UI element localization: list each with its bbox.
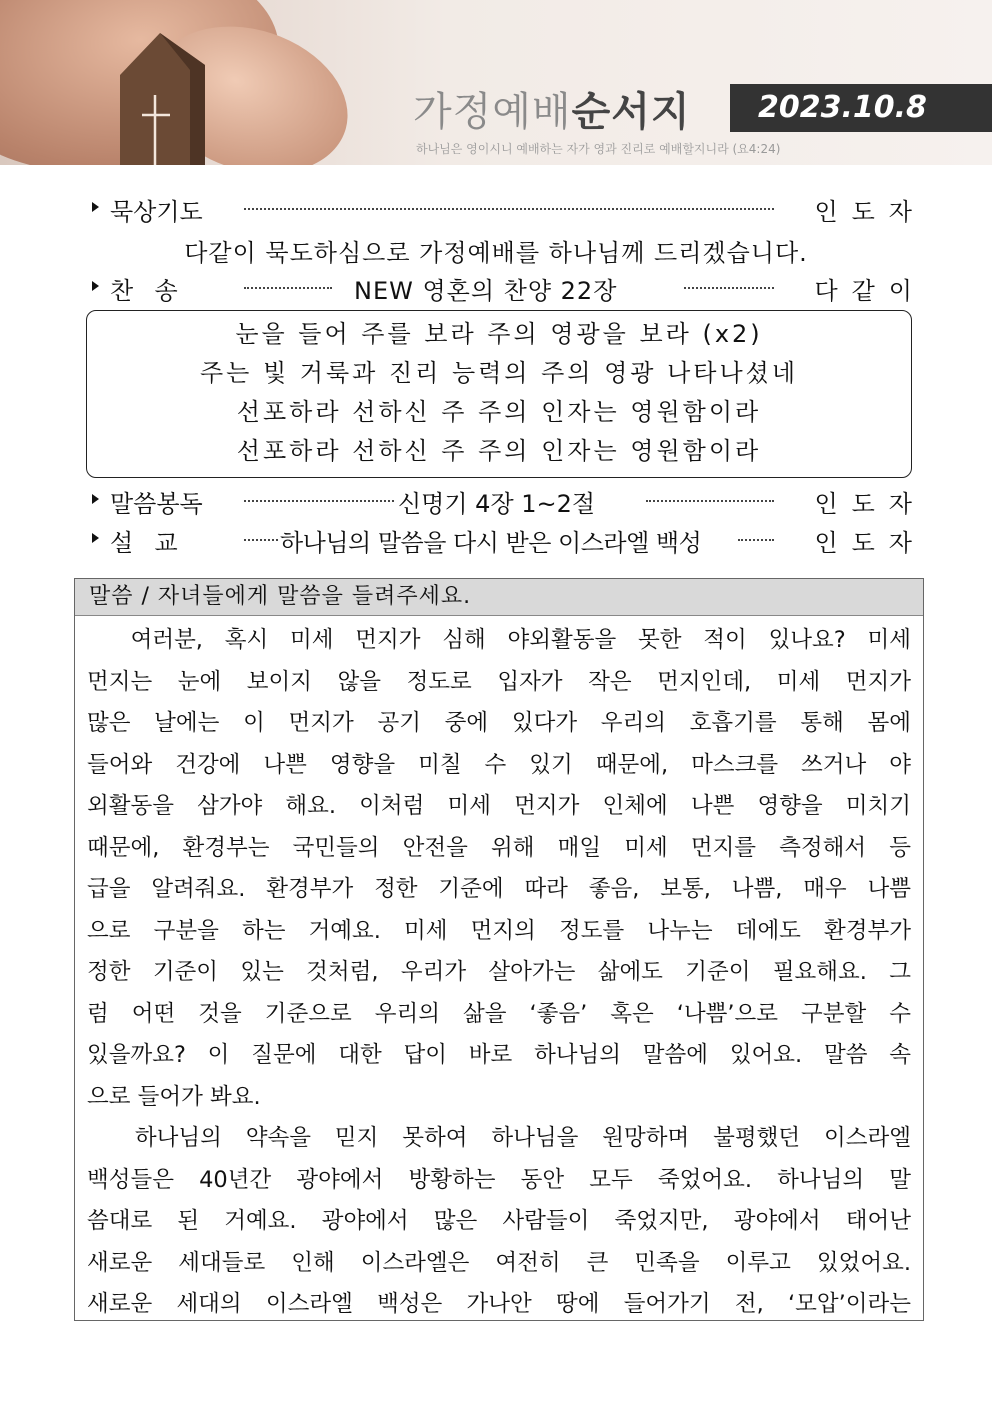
wooden-house-cross-icon [110,25,230,165]
header-verse: 하나님은 영이시니 예배하는 자가 영과 진리로 예배할지니라 (요4:24) [416,142,781,156]
hymn-lyrics-box: 눈을 들어 주를 보라 주의 영광을 보라 (x2) 주는 빛 거룩과 진리 능력의 주의 영광 나타나셨네 선포하라 선하신 주 주의 인자는 영원함이라 선포하라 선하신 주 주의 인자는 영원함이라 [86,310,912,478]
order-reading: 말씀봉독 신명기 4장 1~2절 인도자 [92,484,912,516]
message-box [74,578,924,1321]
bullet-triangle-icon [92,281,99,291]
message-heading: 말씀 / 자녀들에게 말씀을 들려주세요. [75,579,923,616]
bullet-triangle-icon [92,533,99,543]
order-meditation: 묵상기도 인도자 [92,192,912,224]
order-sermon: 설 교 하나님의 말씀을 다시 받은 이스라엘 백성 인도자 [92,523,912,555]
bullet-triangle-icon [92,494,99,504]
message-body: 여러분, 혹시 미세 먼지가 심해 야외활동을 못한 적이 있나요? 미세 먼지는 눈에 보이지 않을 정도로 입자가 작은 먼지인데, 미세 먼지가 많은 날에는 이 먼지가 공기 중에 있다가 우리의 호흡기를 통해 몸에 들어와 건강에 나쁜 영향을 미칠 수 있기 때문에, 마스크를 쓰거나 야 외활동을 삼가야 해요. 이처럼 미세 먼지가 인체에 나쁜 영향을 미치기 때문에, 환경부는 국민들의 안전을 위해 매일 미세 먼지를 측정해서 등 급을 알려줘요. 환경부가 정한 기준에 따라 좋음, 보통, 나쁨, 매우 나쁨 으로 구분을 하는 거예요. 미세 먼지의 정도를 나누는 데에도 환경부가 정한 기준이 있는 것처럼, 우리가 살아가는 삶에도 기준이 필요해요. 그 럼 어떤 것을 기준으로 우리의 삶을 ‘좋음’ 혹은 ‘나쁨’으로 구분할 수 있을까요? 이 질문에 대한 답이 바로 하나님의 말씀에 있어요. 말씀 속 으로 들어가 봐요. 하나님의 약속을 믿지 못하여 하나님을 원망하며 불평했던 이스라엘 백성들은 40년간 광야에서 방황하는 동안 모두 죽었어요. 하나님의 말 씀대로 된 거예요. 광야에서 많은 사람들이 죽었지만, 광야에서 태어난 새로운 세대들로 인해 이스라엘은 여전히 큰 민족을 이루고 있었어요. 새로운 세대의 이스라엘 백성은 가나안 땅에 들어가기 전, ‘모압’이라는 [87,627,911,1317]
page-title: 가정예배순서지 [413,89,691,135]
date-badge: 2023.10.8 [730,84,992,132]
order-hymn: 찬 송 NEW 영혼의 찬양 22장 다같이 [92,271,912,303]
bullet-triangle-icon [92,202,99,212]
intro-sentence: 다같이 묵도하심으로 가정예배를 하나님께 드리겠습니다. [184,239,808,267]
header-banner [0,0,992,165]
